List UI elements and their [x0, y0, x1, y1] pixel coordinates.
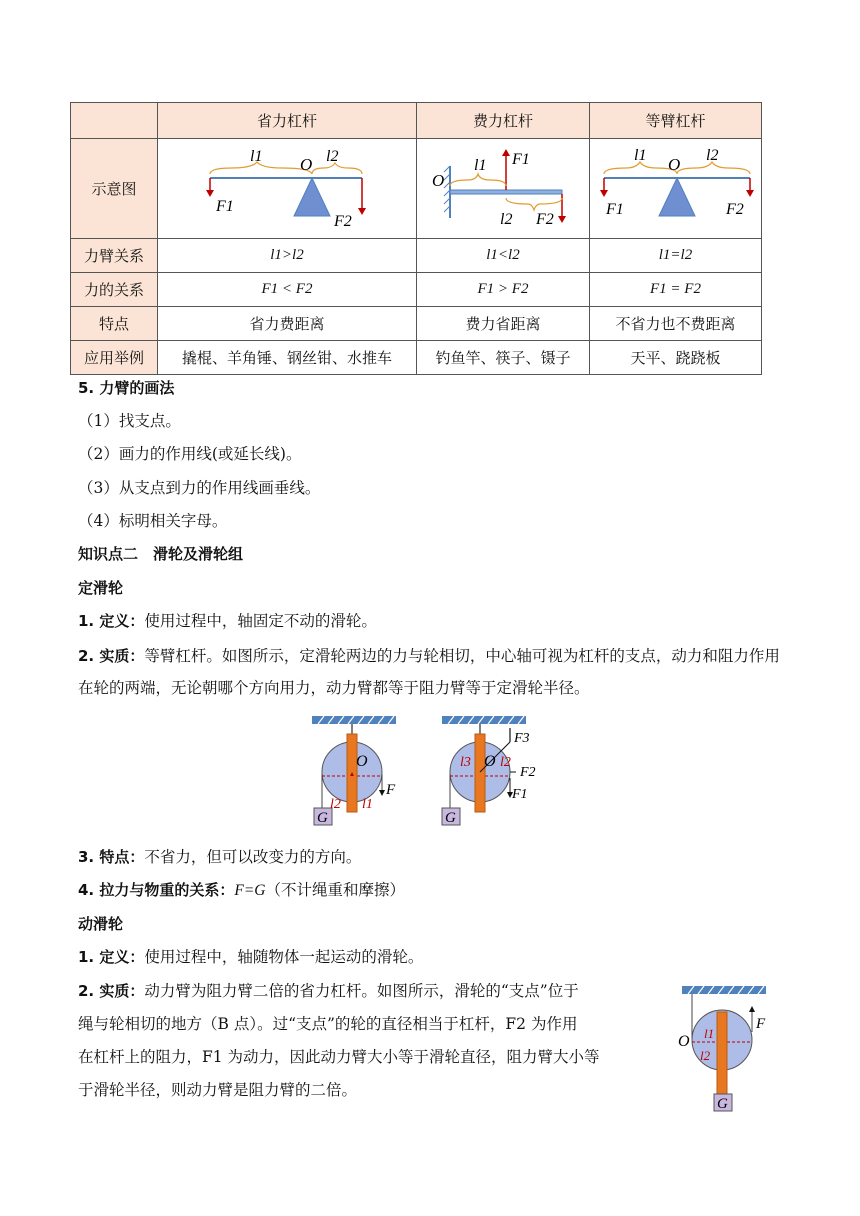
table-header-cell: 费力杠杆	[417, 103, 590, 139]
label-f2: F2	[520, 765, 536, 780]
table-cell: l1=l2	[590, 239, 762, 273]
definition-line: 1. 定义：使用过程中，轴随物体一起运动的滑轮。	[78, 948, 424, 966]
subsection-heading: 定滑轮	[78, 579, 124, 597]
label-o: O	[432, 170, 445, 190]
table-cell: F1 > F2	[417, 273, 590, 307]
table-row	[71, 341, 762, 375]
feature-line: 3. 特点：不省力，但可以改变力的方向。	[78, 848, 362, 866]
label-o: O	[484, 753, 496, 770]
row-label: 示意图	[71, 139, 158, 239]
section-heading: 知识点二 滑轮及滑轮组	[78, 545, 244, 563]
row-label: 应用举例	[71, 341, 158, 375]
table-row	[71, 307, 762, 341]
table-cell: F1 = F2	[590, 273, 762, 307]
table-cell: l1>l2	[158, 239, 417, 273]
label-o: O	[356, 753, 368, 770]
diagram-cell	[417, 139, 590, 239]
force-wasting-lever-diagram	[428, 146, 578, 228]
label-l2: l2	[500, 210, 513, 228]
label-l1: l1	[362, 797, 373, 812]
label-l3: l3	[460, 755, 471, 770]
step-item: （2）画力的作用线(或延长线)。	[78, 445, 302, 463]
step-item: （1）找支点。	[78, 412, 181, 430]
essence-paragraph: 2. 实质：等臂杠杆。如图所示，定滑轮两边的力与轮相切，中心轴可视为杠杆的支点，动力和阻力作用在轮的两端，无论朝哪个方向用力，动力臂都等于阻力臂等于定滑轮半径。	[78, 647, 780, 697]
diagram-cell	[590, 139, 762, 239]
step-item: （4）标明相关字母。	[78, 512, 228, 530]
label-g: G	[445, 810, 456, 826]
label-f1: F1	[216, 197, 234, 215]
definition-line: 1. 定义：使用过程中，轴固定不动的滑轮。	[78, 612, 377, 630]
label-f1: F1	[512, 150, 530, 168]
label-l2: l2	[500, 755, 511, 770]
table-header-cell: 省力杠杆	[158, 103, 417, 139]
label-f2: F2	[536, 210, 554, 228]
fixed-pulley-figure-2	[436, 712, 546, 834]
label-l1: l1	[474, 156, 487, 174]
label-f3: F3	[514, 731, 530, 746]
label-f2: F2	[334, 212, 352, 228]
table-cell: 撬棍、羊角锤、钢丝钳、水推车	[158, 341, 417, 375]
label-f: F	[756, 1016, 766, 1032]
diagram-cell	[158, 139, 417, 239]
section-heading: 5. 力臂的画法	[78, 379, 175, 397]
label-l2: l2	[705, 146, 718, 164]
row-label: 力的关系	[71, 273, 158, 307]
table-header-cell: 等臂杠杆	[590, 103, 762, 139]
table-cell: 费力省距离	[417, 307, 590, 341]
label-l1: l1	[633, 146, 646, 164]
label-l1: l1	[704, 1026, 715, 1041]
relation-line: 4. 拉力与物重的关系：F=G（不计绳重和摩擦）	[78, 881, 405, 899]
table-row	[71, 273, 762, 307]
table-row	[71, 239, 762, 273]
table-cell: F1 < F2	[158, 273, 417, 307]
essence-line: 在杠杆上的阻力，F1 为动力，因此动力臂大小等于滑轮直径，阻力臂大小等	[78, 1048, 600, 1066]
table-row	[71, 139, 762, 239]
table-cell: l1<l2	[417, 239, 590, 273]
table-cell: 不省力也不费距离	[590, 307, 762, 341]
essence-line: 于滑轮半径，则动力臂是阻力臂的二倍。	[78, 1081, 358, 1099]
label-f1: F1	[512, 787, 528, 802]
label-o: O	[667, 154, 680, 174]
subsection-heading: 动滑轮	[78, 915, 124, 933]
row-label: 特点	[71, 307, 158, 341]
table-header-row	[71, 103, 762, 139]
label-f2: F2	[725, 200, 744, 218]
fixed-pulley-figure-1	[306, 712, 406, 834]
label-f: F	[386, 782, 396, 798]
label-l2: l2	[330, 797, 341, 812]
row-label: 力臂关系	[71, 239, 158, 273]
table-header-cell	[71, 103, 158, 139]
label-l2: l2	[700, 1048, 711, 1063]
essence-line: 绳与轮相切的地方（B 点）。过“支点”的轮的直径相当于杠杆，F2 为作用	[78, 1015, 578, 1033]
table-cell: 钓鱼竿、筷子、镊子	[417, 341, 590, 375]
equal-arm-lever-diagram	[596, 146, 756, 228]
label-g: G	[717, 1096, 728, 1112]
essence-line: 2. 实质：动力臂为阻力臂二倍的省力杠杆。如图所示，滑轮的“支点”位于	[78, 982, 579, 1000]
moving-pulley-figure	[676, 982, 776, 1114]
table-cell: 天平、跷跷板	[590, 341, 762, 375]
label-o: O	[678, 1033, 690, 1050]
label-f1: F1	[605, 200, 624, 218]
label-o: O	[300, 154, 313, 174]
lever-comparison-table	[70, 102, 762, 375]
force-saving-lever-diagram	[202, 146, 372, 228]
label-g: G	[317, 810, 328, 826]
label-l2: l2	[326, 147, 339, 165]
table-cell: 省力费距离	[158, 307, 417, 341]
label-l1: l1	[250, 147, 263, 165]
step-item: （3）从支点到力的作用线画垂线。	[78, 479, 321, 497]
